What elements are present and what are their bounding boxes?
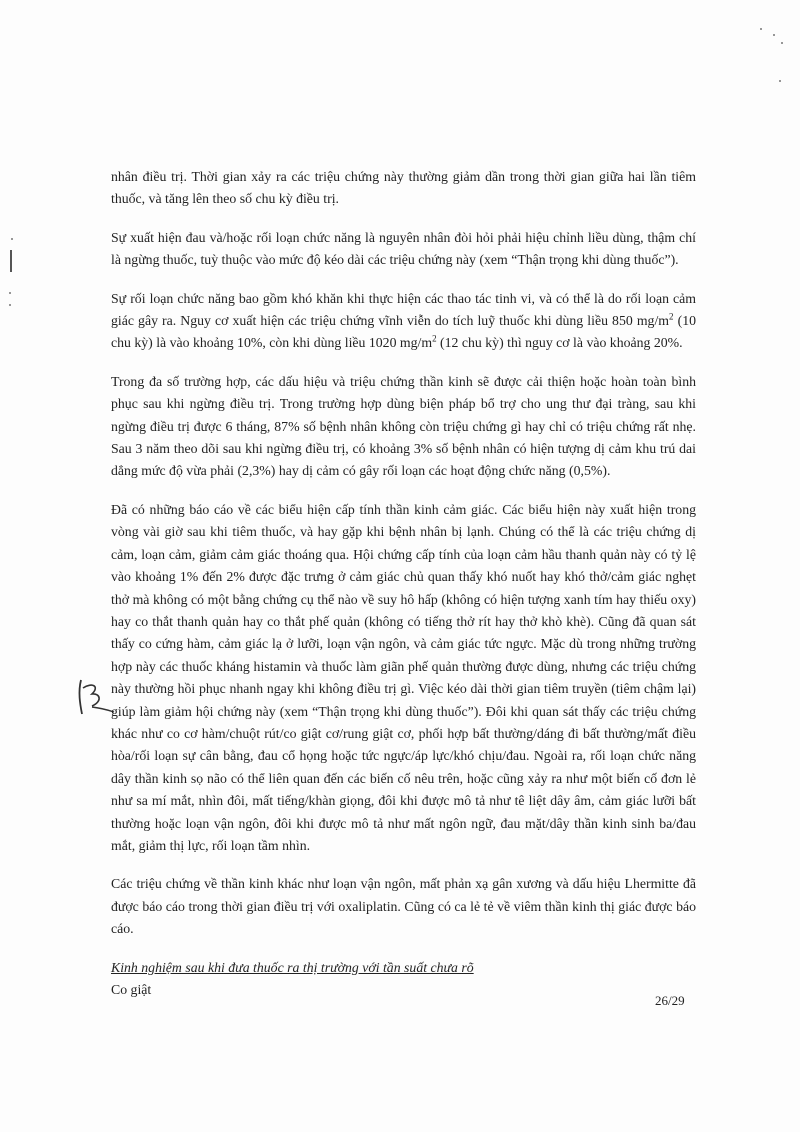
paragraph-acute-symptoms: Đã có những báo cáo về các biểu hiện cấp tính thần kinh cảm giác. Các biểu hiện này xuất hiện trong vòng vài giờ sau khi tiêm thuốc, và hay gặp khi bệnh nhân bị lạnh. Chúng có thể là các triệu chứng dị cảm, loạn cảm, giảm cảm giác thoáng qua. Hội chứng cấp tính của loạn cảm hầu thanh quản này có tỷ lệ vào khoảng 1% đến 2% được đặc trưng ở cảm giác chủ quan thấy khó nuốt hay khó thở/cảm giác nghẹt thở mà không có một bằng chứng cụ thể nào về suy hô hấp (không có hiện tượng xanh tím hay thiếu oxy) hay co thắt thanh quản hay co thắt phế quản (không có tiếng thở rít hay thở khò khè). Cũng đã quan sát thấy co cứng hàm, cảm giác lạ ở lưỡi, loạn vận ngôn, và cảm giác tức ngực. Mặc dù trong những trường hợp này các thuốc kháng histamin và thuốc làm giãn phế quản thường được dùng, nhưng các triệu chứng này thường hồi phục nhanh ngay khi không điều trị gì. Việc kéo dài thời gian tiêm truyền (tiêm chậm lại) giúp làm giảm hội chứng này (xem “Thận trọng khi dùng thuốc”). Đôi khi quan sát thấy các triệu chứng khác như co cơ hàm/chuột rút/co giật cơ/rung giật cơ, phối hợp bất thường/dáng đi bất thường/mất điều hòa/rối loạn sự cân bằng, đau cổ họng hoặc tức ngực/áp lực/khó chịu/đau. Ngoài ra, rối loạn chức năng dây thần kinh sọ não có thể liên quan đến các biến cố nêu trên, hoặc cũng xảy ra như một biến cố đơn lẻ như sa mí mắt, nhìn đôi, mất tiếng/khàn giọng, đôi khi được mô tả như tê liệt dây âm, cảm giác lưỡi bất thường hoặc loạn vận ngôn, đôi khi được mô tả như mất ngôn ngữ, đau mặt/dây thần kinh sinh ba/đau mắt, giảm thị lực, rối loạn tầm nhìn. bbox=[111, 501, 696, 853]
risk-superscript-1: 2 bbox=[669, 311, 674, 322]
scan-speck bbox=[760, 28, 762, 30]
paragraph-other-symptoms: Các triệu chứng về thần kinh khác như loạn vận ngôn, mất phản xạ gân xương và dấu hiệu Lhermitte đã được báo cáo trong thời gian điều trị với oxaliplatin. Cũng có ca lẻ tẻ về viêm thần kinh thị giác được báo cáo. bbox=[111, 876, 696, 937]
risk-superscript-2: 2 bbox=[432, 333, 437, 344]
scan-speck bbox=[11, 238, 13, 240]
scan-speck bbox=[779, 80, 781, 82]
risk-text-part-1: Sự rối loạn chức năng bao gồm khó khăn khi thực hiện các thao tác tinh vi, và có thể là do rối loạn cảm giác gây ra. Nguy cơ xuất hiện các triệu chứng vĩnh viễn do tích luỹ thuốc khi dùng liều 850 mg/m bbox=[111, 290, 696, 329]
section-heading: Kinh nghiệm sau khi đưa thuốc ra thị trường với tần suất chưa rõ bbox=[111, 959, 474, 975]
scan-speck bbox=[781, 42, 783, 44]
page-number: 26/29 bbox=[655, 993, 685, 1008]
paragraph-dysfunction-risk bbox=[111, 288, 696, 355]
margin-mark bbox=[10, 250, 12, 272]
scan-speck bbox=[9, 304, 11, 306]
section-item: Co giật bbox=[111, 982, 152, 997]
scan-speck bbox=[773, 34, 775, 36]
paragraph-recovery: Trong đa số trường hợp, các dấu hiệu và triệu chứng thần kinh sẽ được cải thiện hoặc hoàn toàn bình phục sau khi ngừng điều trị. Trong trường hợp dùng biện pháp bổ trợ cho ung thư đại tràng, sau khi ngừng điều trị được 6 tháng, 87% số bệnh nhân không còn triệu chứng gì hay chỉ có triệu chứng rất nhẹ. Sau 3 năm theo dõi sau khi ngừng điều trị, có khoảng 3% số bệnh nhân có hiện tượng dị cảm khu trú dai dẳng mức độ vừa phải (2,3%) hay dị cảm có gây rối loạn các hoạt động chức năng (0,5%). bbox=[111, 373, 696, 479]
paragraph-dose-adjustment: Sự xuất hiện đau và/hoặc rối loạn chức năng là nguyên nhân đòi hỏi phải hiệu chỉnh liều dùng, thậm chí là ngừng thuốc, tuỳ thuộc vào mức độ kéo dài các triệu chứng này (xem “Thận trọng khi dùng thuốc”). bbox=[111, 229, 696, 268]
risk-text-part-3: (12 chu kỳ) thì nguy cơ là vào khoảng 20%. bbox=[436, 335, 683, 351]
scan-speck bbox=[9, 292, 11, 294]
handwritten-annotation-icon bbox=[68, 674, 116, 722]
paragraph-treatment-timing: nhân điều trị. Thời gian xảy ra các triệu chứng này thường giảm dần trong thời gian giữa hai lần tiêm thuốc, và tăng lên theo số chu kỳ điều trị. bbox=[111, 169, 696, 207]
risk-text-part-2: (10 chu kỳ) là vào khoảng 10%, còn khi dùng liều 1020 mg/m bbox=[111, 313, 697, 351]
document-body bbox=[111, 166, 696, 1001]
